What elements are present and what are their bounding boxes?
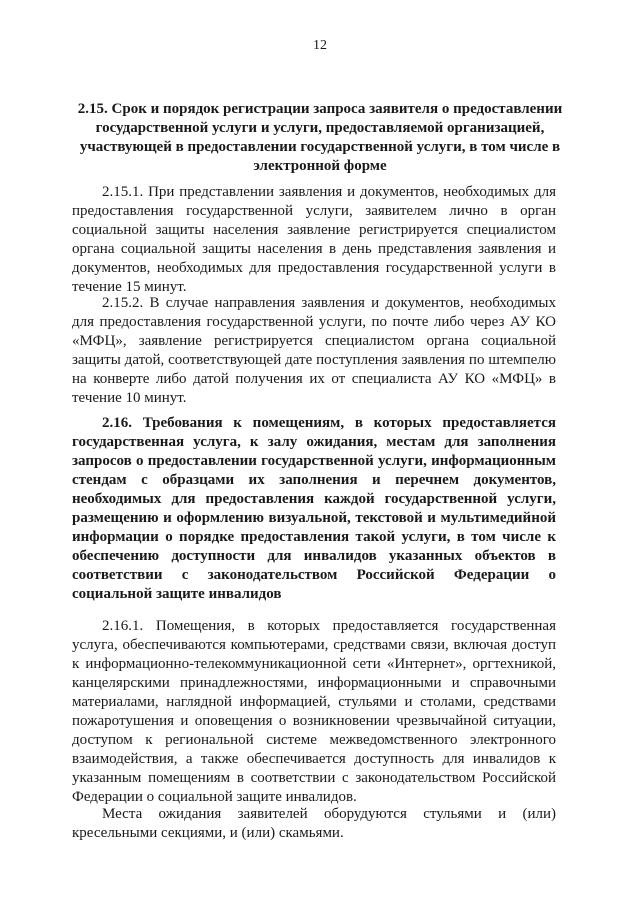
section-2-15-2-paragraph: 2.15.2. В случае направления заявления и документов, необходимых для предоставления государственной услуги, по почте либо через АУ КО «МФЦ», заявление регистрируется специалистом органа социальной защиты датой, соответствующей дате поступления заявления по штемпелю на конверте либо датой получения их от специалиста АУ КО «МФЦ» в течение 10 минут. xyxy=(72,295,556,406)
section-2-15-heading: 2.15. Срок и порядок регистрации запроса заявителя о предоставлении государственной услуги и услуги, предоставляемой организацией, участвующей в предоставлении государственной услуги, в том числе в электронной форме xyxy=(77,101,563,174)
waiting-places-paragraph: Места ожидания заявителей оборудуются стульями и (или) кресельными секциями, и (или) скамьями. xyxy=(72,806,556,841)
section-2-16-1-paragraph: 2.16.1. Помещения, в которых предоставляется государственная услуга, обеспечиваются компьютерами, средствами связи, включая доступ к информационно-телекоммуникационной сети «Интернет», оргтехникой, канцелярскими принадлежностями, информационными и справочными материалами, наглядной информацией, стульями и столами, средствами пожаротушения и оповещения о возникновении чрезвычайной ситуации, доступом к региональной системе межведомственного электронного взаимодействия, а также обеспечивается доступность для инвалидов к указанным помещениям в соответствии с законодательством Российской Федерации о социальной защите инвалидов. xyxy=(72,618,556,805)
section-2-16-heading: 2.16. Требования к помещениям, в которых предоставляется государственная услуга, к залу ожидания, местам для заполнения запросов о предоставлении государственной услуги, информационным стендам с образцами их заполнения и перечнем документов, необходимых для предоставления каждой государственной услуги, размещению и оформлению визуальной, текстовой и мультимедийной информации о порядке предоставления такой услуги, в том числе к обеспечению доступности для инвалидов указанных объектов в соответствии с законодательством Российской Федерации о социальной защите инвалидов xyxy=(72,415,556,602)
section-2-15-1-paragraph: 2.15.1. При представлении заявления и документов, необходимых для предоставления государственной услуги, заявителем лично в орган социальной защиты населения заявление регистрируется специалистом органа социальной защиты населения в день представления заявления и документов, необходимых для предоставления государственной услуги в течение 15 минут. xyxy=(72,184,556,295)
page-number: 12 xyxy=(313,38,327,53)
